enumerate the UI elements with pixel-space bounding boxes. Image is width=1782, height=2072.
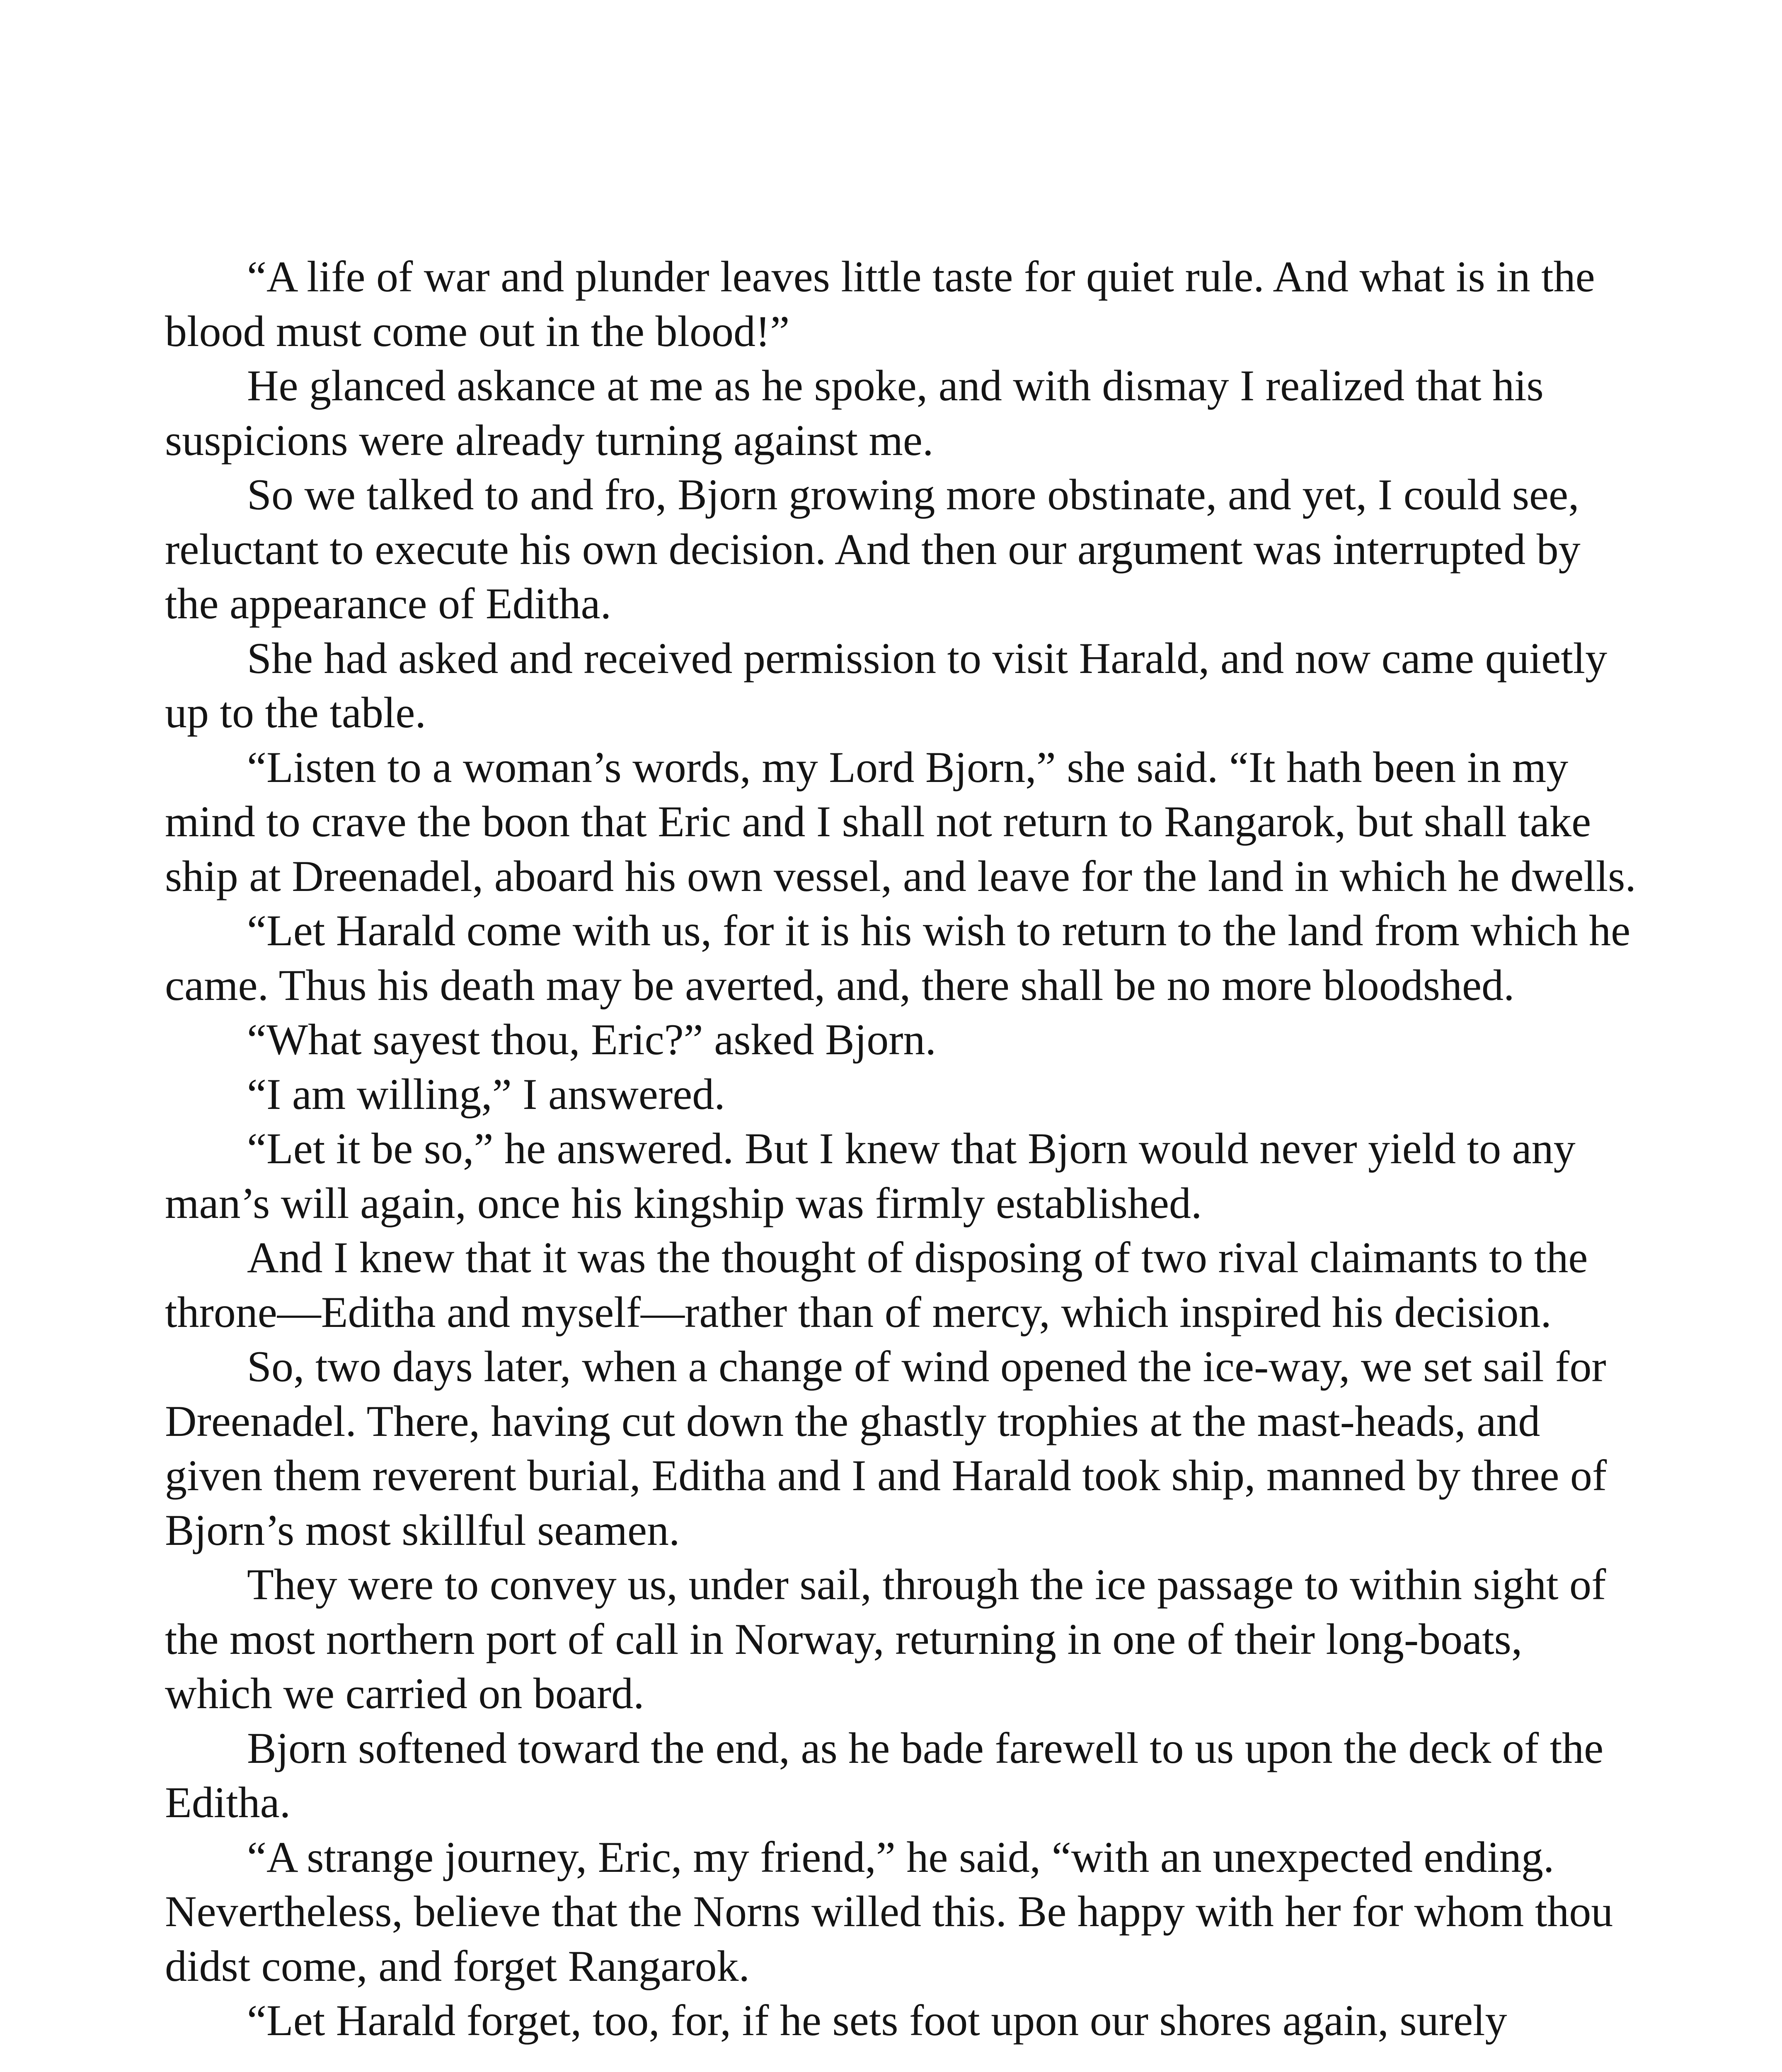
paragraph: He glanced askance at me as he spoke, and with dismay I realized that his suspicions were already turning against me. [165, 361, 1544, 465]
paragraph: “What sayest thou, Eric?” asked Bjorn. [247, 1015, 937, 1064]
paragraph: “Let it be so,” he answered. But I knew that Bjorn would never yield to any man’s will again, once his kingship was firmly established. [165, 1124, 1576, 1227]
body-text [165, 249, 1640, 2048]
paragraph: “A strange journey, Eric, my friend,” he said, “with an unexpected ending. Nevertheless, believe that the Norns willed this. Be happy with her for whom thou didst come, and forget Rangarok. [165, 1832, 1613, 1990]
paragraph: “A life of war and plunder leaves little taste for quiet rule. And what is in the blood must come out in the blood!” [165, 252, 1595, 356]
paragraph: They were to convey us, under sail, through the ice passage to within sight of the most northern port of call in Norway, returning in one of their long-boats, which we carried on board. [165, 1560, 1606, 1718]
paragraph: So we talked to and fro, Bjorn growing more obstinate, and yet, I could see, reluctant to execute his own decision. And then our argument was interrupted by the appearance of Editha. [165, 470, 1581, 628]
paragraph: And I knew that it was the thought of disposing of two rival claimants to the throne—Editha and myself—rather than of mercy, which inspired his decision. [165, 1233, 1588, 1336]
paragraph: “Let Harald come with us, for it is his wish to return to the land from which he came. Thus his death may be averted, and, there shall be no more bloodshed. [165, 906, 1631, 1009]
paragraph: She had asked and received permission to visit Harald, and now came quietly up to the table. [165, 634, 1608, 737]
paragraph: “I am willing,” I answered. [247, 1070, 725, 1118]
paragraph: “Listen to a woman’s words, my Lord Bjorn,” she said. “It hath been in my mind to crave the boon that Eric and I shall not return to Rangarok, but shall take ship at Dreenadel, aboard his own vessel, and leave for the land in which he dwells. [165, 743, 1636, 900]
paragraph: Bjorn softened toward the end, as he bade farewell to us upon the deck of the Editha. [165, 1723, 1604, 1827]
paragraph: So, two days later, when a change of wind opened the ice-way, we set sail for Dreenadel. There, having cut down the ghastly trophies at the mast-heads, and given them reverent burial, Editha and I and Harald took ship, manned by three of Bjorn’s most skillful seamen. [165, 1342, 1607, 1554]
paragraph: “Let Harald forget, too, for, if he sets foot upon our shores again, surely [247, 1996, 1507, 2045]
